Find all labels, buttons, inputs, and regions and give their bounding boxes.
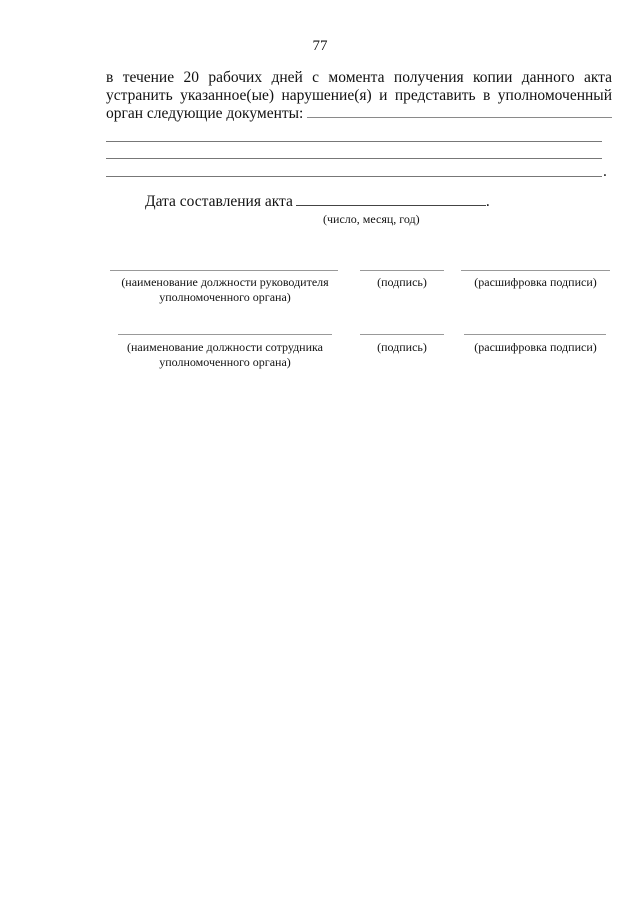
signature-1-decoding-line	[461, 270, 610, 271]
signature-2-sign-caption: (подпись)	[377, 340, 427, 354]
date-label: Дата составления акта	[145, 193, 293, 210]
paragraph-line-2: устранить указанное(ые) нарушение(я) и представить в уполномоченный	[106, 87, 612, 104]
signature-1-sign-caption: (подпись)	[377, 275, 427, 289]
signature-2-position-caption	[105, 340, 345, 370]
paragraph-line-3-wrapper	[106, 105, 612, 123]
signature-2-decoding-caption: (расшифровка подписи)	[474, 340, 597, 354]
date-fill-line	[296, 204, 486, 206]
paragraph-line-1: в течение 20 рабочих дней с момента получения копии данного акта	[106, 69, 612, 86]
signature-2-position-caption-line-2: уполномоченного органа)	[159, 355, 291, 369]
date-caption: (число, месяц, год)	[323, 212, 420, 226]
documents-fill-line-2	[106, 158, 602, 159]
signature-1-position-line	[110, 270, 338, 271]
signature-1-sign-line	[360, 270, 444, 271]
signature-2-decoding-line	[464, 334, 606, 335]
signature-1-position-caption-line-1: (наименование должности руководителя	[121, 275, 329, 289]
paragraph-line-3: орган следующие документы:	[106, 105, 304, 122]
date-end-period: .	[485, 193, 490, 210]
page-number: 77	[312, 38, 328, 54]
signature-1-position-caption-line-2: уполномоченного органа)	[159, 290, 291, 304]
signature-2-position-line	[118, 334, 332, 335]
paragraph-end-period: .	[603, 163, 607, 180]
signature-1-position-caption	[105, 275, 345, 305]
documents-fill-line-inline	[307, 116, 612, 118]
requirement-paragraph	[106, 69, 612, 123]
signature-2-position-caption-line-1: (наименование должности сотрудника	[126, 340, 324, 354]
documents-fill-line-3	[106, 176, 602, 177]
signature-1-decoding-caption: (расшифровка подписи)	[474, 275, 597, 289]
signature-2-sign-line	[360, 334, 444, 335]
date-row	[145, 193, 490, 211]
documents-fill-line-1	[106, 141, 602, 142]
